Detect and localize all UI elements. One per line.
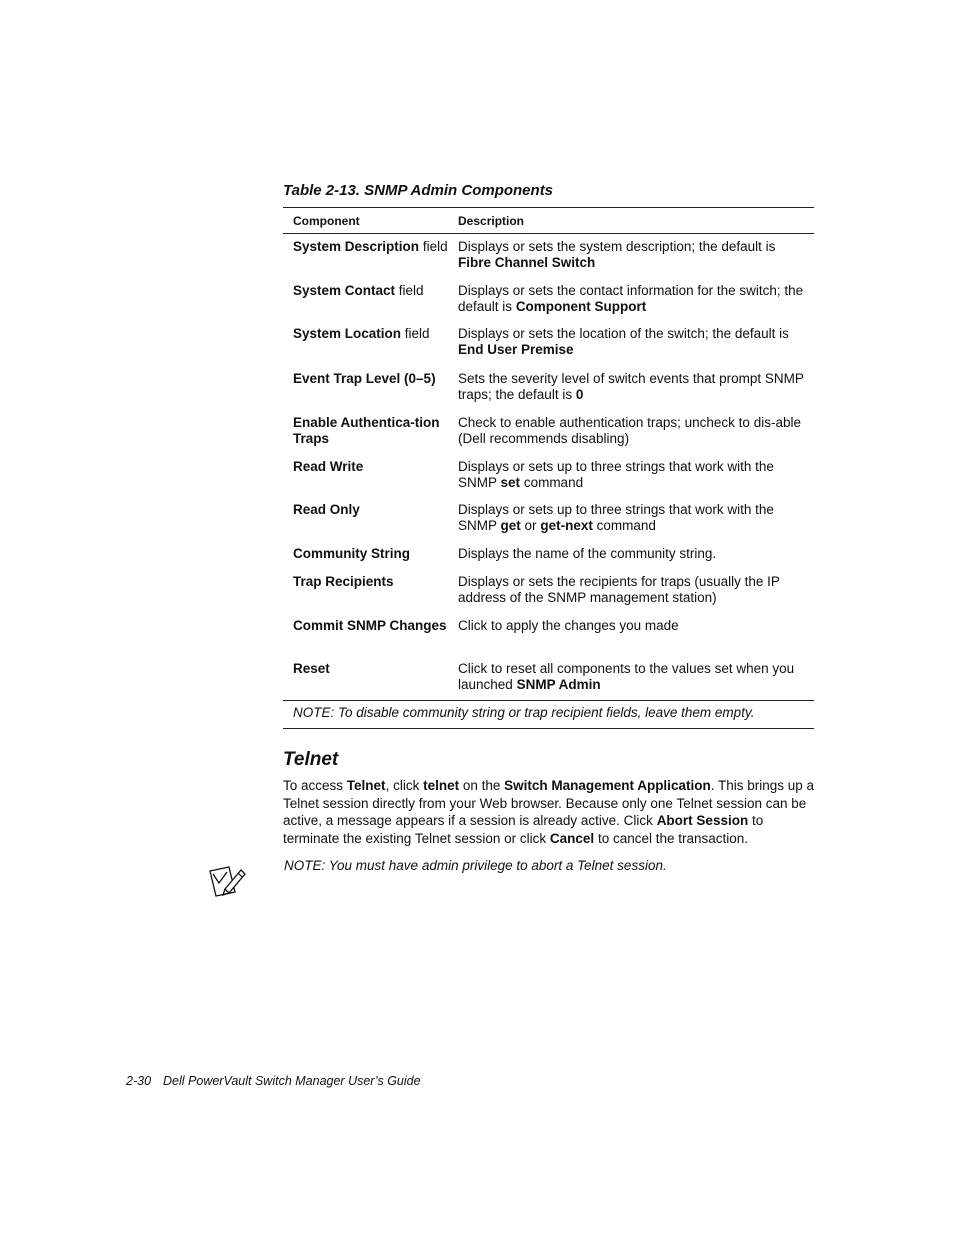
table-title: Table 2-13. SNMP Admin Components bbox=[283, 182, 554, 199]
description-cell: Displays or sets the location of the switch; the default is End User Premise bbox=[458, 326, 789, 357]
component-cell: Read Only bbox=[293, 502, 360, 517]
component-cell: Commit SNMP Changes bbox=[293, 618, 447, 633]
component-cell: Read Write bbox=[293, 459, 364, 474]
page-footer bbox=[126, 1074, 421, 1088]
note-pencil-icon bbox=[207, 861, 247, 901]
component-cell: System Description field bbox=[293, 239, 448, 254]
component-cell: Event Trap Level (0–5) bbox=[293, 371, 436, 386]
description-cell: Displays or sets the recipients for traps (usually the IP address of the SNMP management station) bbox=[458, 574, 780, 605]
description-cell: Click to apply the changes you made bbox=[458, 618, 679, 633]
header-description: Description bbox=[458, 214, 525, 228]
component-cell: Community String bbox=[293, 546, 410, 561]
description-cell: Displays or sets up to three strings that work with the SNMP set command bbox=[458, 459, 774, 490]
component-cell: Trap Recipients bbox=[293, 574, 394, 589]
header-component: Component bbox=[293, 214, 360, 228]
description-cell: Displays or sets up to three strings that work with the SNMP get or get-next command bbox=[458, 502, 774, 533]
note-bottom-rule bbox=[283, 728, 814, 729]
table-note: NOTE: To disable community string or trap recipient fields, leave them empty. bbox=[293, 705, 755, 720]
telnet-paragraph: To access Telnet, click telnet on the Switch Management Application. This brings up a Telnet session directly from your Web browser. Because only one Telnet session can be active, a message appears if a session is already active. Click Abort Session to terminate the existing Telnet session or click Cancel to cancel the transaction. bbox=[283, 778, 815, 846]
component-cell: Reset bbox=[293, 661, 330, 676]
description-cell: Displays or sets the system description; the default is Fibre Channel Switch bbox=[458, 239, 776, 270]
table-bottom-rule bbox=[283, 700, 814, 701]
description-cell: Sets the severity level of switch events that prompt SNMP traps; the default is 0 bbox=[458, 371, 804, 402]
guide-title: Dell PowerVault Switch Manager User’s Guide bbox=[163, 1074, 421, 1088]
header-rule bbox=[283, 233, 814, 234]
component-cell: System Location field bbox=[293, 326, 430, 341]
section-heading: Telnet bbox=[283, 749, 339, 770]
component-cell: Enable Authentica-tion Traps bbox=[293, 415, 440, 446]
description-cell: Displays or sets the contact information for the switch; the default is Component Support bbox=[458, 283, 804, 314]
component-cell: System Contact field bbox=[293, 283, 424, 298]
description-cell: Displays the name of the community string. bbox=[458, 546, 717, 561]
page-number: 2-30 bbox=[126, 1074, 152, 1088]
table-top-rule bbox=[283, 207, 814, 208]
note-text: NOTE: You must have admin privilege to abort a Telnet session. bbox=[284, 858, 667, 873]
description-cell: Click to reset all components to the values set when you launched SNMP Admin bbox=[458, 661, 795, 692]
description-cell: Check to enable authentication traps; uncheck to dis-able (Dell recommends disabling) bbox=[458, 415, 801, 446]
